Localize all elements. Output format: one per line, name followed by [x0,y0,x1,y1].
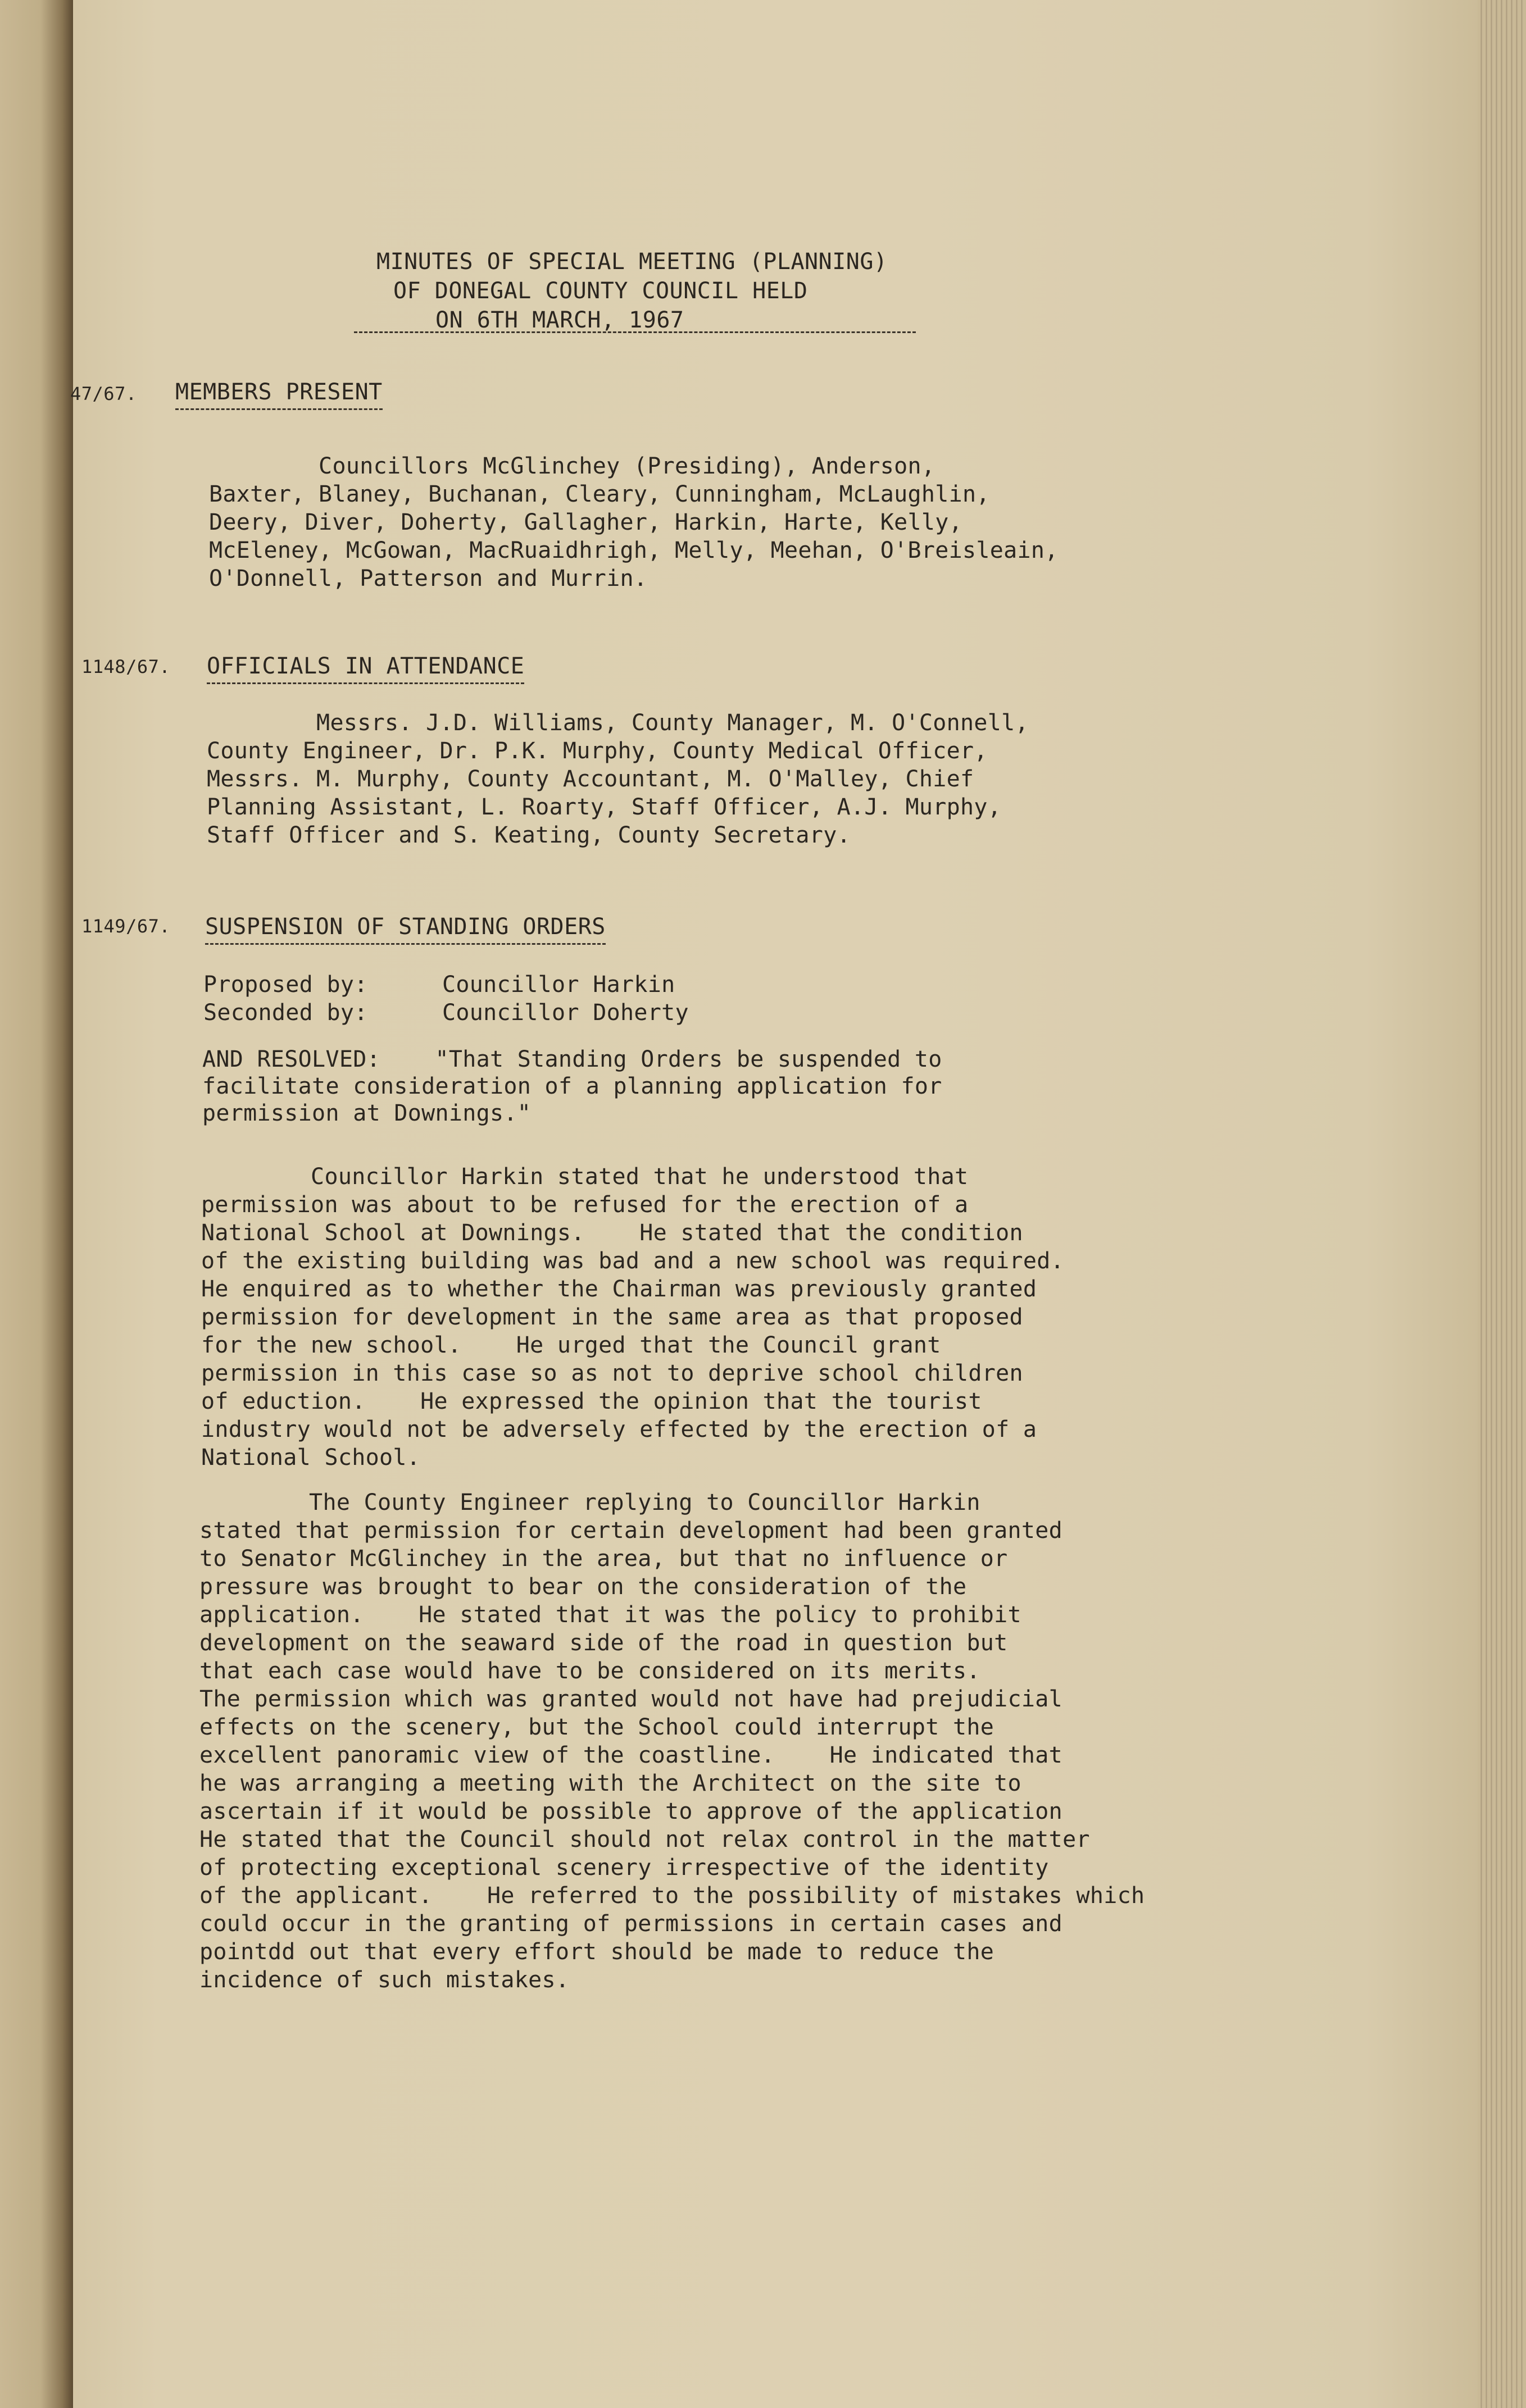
resolution-line: AND RESOLVED: "That Standing Orders be suspended to [202,1046,942,1072]
paragraph-line: to Senator McGlinchey in the area, but that no influence or [199,1546,1008,1572]
heading-suspension-of-standing-orders: SUSPENSION OF STANDING ORDERS [205,914,606,945]
seconded-label: Seconded by: [203,1000,368,1026]
paragraph-line: ascertain if it would be possible to approve of the application [199,1799,1063,1824]
paragraph-line: National School at Downings. He stated that the condition [201,1220,1023,1246]
paragraph-line: of eduction. He expressed the opinion that the tourist [201,1389,982,1414]
item-number-officials: 1148/67. [81,656,171,677]
paragraph-line: permission for development in the same area as that proposed [201,1304,1023,1330]
resolution-line: permission at Downings." [202,1100,532,1126]
paragraph-line: pointdd out that every effort should be made to reduce the [199,1939,994,1965]
proposed-row [203,971,689,999]
paragraph-line: He enquired as to whether the Chairman was previously granted [201,1276,1037,1302]
page-edges [1478,0,1526,2408]
document-title [376,247,888,335]
heading-officials-in-attendance: OFFICIALS IN ATTENDANCE [207,653,524,684]
paragraph-line: of the existing building was bad and a new school was required. [201,1248,1065,1274]
members-line: O'Donnell, Patterson and Murrin. [209,566,648,591]
members-line: McEleney, McGowan, MacRuaidhrigh, Melly, Meehan, O'Breisleain, [209,538,1059,563]
members-line: Baxter, Blaney, Buchanan, Cleary, Cunningham, McLaughlin, [209,481,990,507]
seconded-value: Councillor Doherty [442,1000,689,1026]
item-number-members: 47/67. [70,383,137,404]
title-line-1: MINUTES OF SPECIAL MEETING (PLANNING) [376,249,888,275]
officials-line: Messrs. M. Murphy, County Accountant, M. O'Malley, Chief [207,766,974,792]
paragraph-line: pressure was brought to bear on the consideration of the [199,1574,967,1600]
proposed-label: Proposed by: [203,972,368,998]
paragraph-line: for the new school. He urged that the Council grant [201,1332,941,1358]
proposed-value: Councillor Harkin [442,972,675,998]
officials-line: County Engineer, Dr. P.K. Murphy, County Medical Officer, [207,738,988,764]
paragraph-line: The permission which was granted would not have had prejudicial [199,1686,1063,1712]
officials-paragraph [207,709,1029,849]
paragraph-line: stated that permission for certain development had been granted [199,1518,1063,1544]
paragraph-line: He stated that the Council should not relax control in the matter [199,1827,1090,1852]
paragraph-line: effects on the scenery, but the School could interrupt the [199,1714,994,1740]
members-paragraph [209,452,1059,593]
paragraph-line: development on the seaward side of the road in question but [199,1630,1008,1656]
paragraph-line: could occur in the granting of permissions in certain cases and [199,1911,1063,1937]
harkin-statement-paragraph [201,1163,1064,1472]
officials-line: Planning Assistant, L. Roarty, Staff Officer, A.J. Murphy, [207,794,1002,820]
title-underline [354,331,916,333]
title-line-3: ON 6TH MARCH, 1967 [435,307,684,333]
officials-line: Staff Officer and S. Keating, County Secretary. [207,822,851,848]
resolution-line: facilitate consideration of a planning application for [202,1073,942,1099]
paragraph-line: permission was about to be refused for the erection of a [201,1192,969,1218]
paragraph-line: application. He stated that it was the policy to prohibit [199,1602,1021,1628]
paragraph-line: he was arranging a meeting with the Architect on the site to [199,1770,1021,1796]
county-engineer-reply-paragraph [199,1489,1144,1994]
paragraph-line: The County Engineer replying to Councillor Harkin [199,1490,980,1515]
paragraph-line: permission in this case so as not to deprive school children [201,1360,1023,1386]
paragraph-line: of the applicant. He referred to the possibility of mistakes which [199,1883,1145,1909]
book-binding [0,0,73,2408]
members-line: Deery, Diver, Doherty, Gallagher, Harkin, Harte, Kelly, [209,509,963,535]
paragraph-line: National School. [201,1445,421,1471]
paragraph-line: of protecting exceptional scenery irrespective of the identity [199,1855,1049,1881]
paragraph-line: industry would not be adversely effected by the erection of a [201,1417,1037,1442]
officials-line: Messrs. J.D. Williams, County Manager, M. O'Connell, [207,710,1029,736]
motion-block [203,971,689,1027]
heading-members-present: MEMBERS PRESENT [175,379,383,410]
paragraph-line: Councillor Harkin stated that he understood that [201,1164,969,1190]
members-line: Councillors McGlinchey (Presiding), Anderson, [209,453,935,479]
paragraph-line: that each case would have to be considered on its merits. [199,1658,980,1684]
title-line-2: OF DONEGAL COUNTY COUNCIL HELD [393,278,808,304]
resolution-text [202,1046,942,1127]
item-number-suspension: 1149/67. [81,916,171,937]
seconded-row [203,999,689,1027]
paragraph-line: incidence of such mistakes. [199,1967,570,1993]
paragraph-line: excellent panoramic view of the coastline. He indicated that [199,1742,1063,1768]
